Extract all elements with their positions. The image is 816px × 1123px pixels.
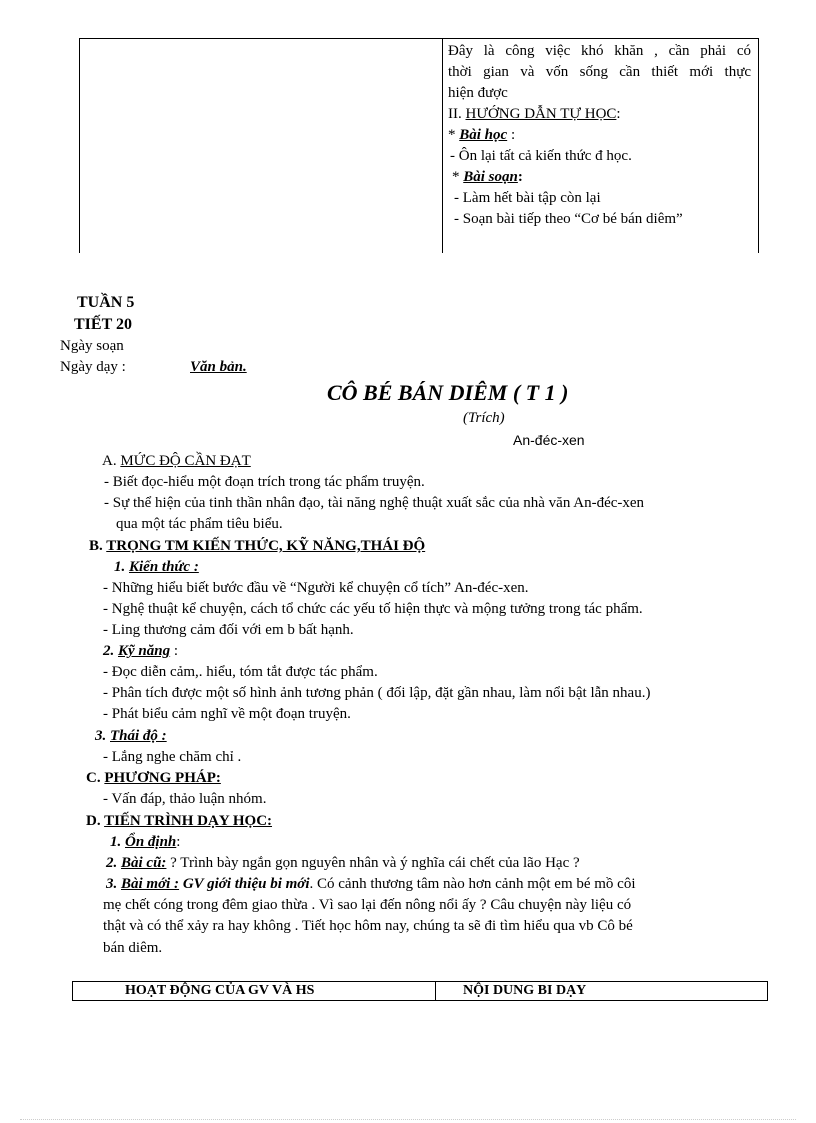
on-dinh-heading: 1. Ổn định: [110, 834, 181, 850]
bai-moi-line-4: bán diêm. [103, 940, 163, 956]
page-title: CÔ BÉ BÁN DIÊM ( T 1 ) [327, 380, 569, 405]
subtitle: (Trích) [463, 410, 505, 426]
bai-soan-item-1: - Làm hết bài tập còn lại [454, 190, 601, 206]
ky-nang-heading: 2. Kỹ năng : [103, 643, 179, 659]
section-a-line-3: qua một tác phẩm tiêu biểu. [116, 516, 283, 532]
section-a-line-1: - Biết đọc-hiểu một đoạn trích trong tác phẩm truyện. [104, 474, 425, 490]
top-table [79, 38, 759, 253]
ky-nang-line-2: - Phân tích được một số hình ảnh tương phản ( đối lập, đặt gần nhau, làm nổi bật lẫn nhau.) [103, 685, 651, 701]
bai-moi-line-3: thật và có thể xảy ra hay không . Tiết học hôm nay, chúng ta sẽ đi tìm hiểu qua vb Cô bé [103, 918, 633, 934]
bai-hoc-item: - Ôn lại tất cả kiến thức đ học. [450, 148, 632, 164]
kien-thuc-heading: 1. Kiến thức : [114, 559, 199, 575]
prep-date-label: Ngày soạn [60, 338, 124, 354]
thai-do-line-1: - Lắng nghe chăm chỉ . [103, 749, 242, 765]
week-label: TUẦN 5 [77, 294, 135, 311]
kien-thuc-line-3: - Ling thương cảm đối với em b bất hạnh. [103, 622, 354, 638]
thai-do-heading: 3. Thái độ : [95, 728, 167, 744]
bai-hoc-label: Bài học [459, 127, 508, 143]
bai-soan-heading: * Bài soạn: [452, 169, 523, 185]
table-divider [442, 39, 443, 253]
activity-col-header: HOẠT ĐỘNG CỦA GV VÀ HS [125, 983, 315, 998]
activity-table-divider [435, 982, 436, 1000]
section-d-heading: D. TIẾN TRÌNH DẠY HỌC: [86, 813, 273, 829]
bai-soan-label: Bài soạn [463, 169, 518, 185]
section-c-heading: C. PHƯƠNG PHÁP: [86, 770, 221, 786]
activity-table-header [72, 981, 768, 1001]
self-study-heading-text: HƯỚNG DẪN TỰ HỌC [465, 106, 617, 122]
bai-hoc-heading: * Bài học : [448, 127, 516, 143]
self-study-heading: II. HƯỚNG DẪN TỰ HỌC: [448, 106, 621, 122]
lesson-label: TIẾT 20 [74, 316, 132, 333]
kien-thuc-line-2: - Nghệ thuật kể chuyện, cách tổ chức các yếu tố hiện thực và mộng tưởng trong tác phẩm. [103, 601, 643, 617]
section-c-line-1: - Vấn đáp, thảo luận nhóm. [103, 791, 267, 807]
bai-soan-item-2: - Soạn bài tiếp theo “Cơ bé bán diêm” [454, 211, 683, 227]
ky-nang-line-1: - Đọc diễn cảm,. hiểu, tóm tắt được tác phẩm. [103, 664, 378, 680]
section-a-heading: A. MỨC ĐỘ CẦN ĐẠT [102, 453, 251, 469]
text-type-label: Văn bản. [190, 359, 247, 375]
ky-nang-line-3: - Phát biểu cảm nghĩ về một đoạn truyện. [103, 706, 351, 722]
cell-line-2: thời gian và vốn sống cần thiết mới thực [448, 64, 751, 80]
teach-date-label: Ngày dạy : [60, 359, 126, 375]
content-col-header: NỘI DUNG BI DẠY [463, 983, 587, 998]
kien-thuc-line-1: - Những hiểu biết bước đầu về “Người kể chuyện cổ tích” An-đéc-xen. [103, 580, 529, 596]
bai-cu-line: 2. Bài cũ: ? Trình bày ngắn gọn nguyên nhân và ý nghĩa cái chết của lão Hạc ? [106, 855, 580, 871]
cell-line-1: Đây là công việc khó khăn , cần phải có [448, 43, 751, 59]
bai-moi-line: 3. Bài mới : GV giới thiệu bi mới. Có cảnh thương tâm nào hơn cảnh một em bé mồ côi [106, 876, 636, 892]
cell-line-3: hiện được [448, 85, 508, 101]
section-b-heading: B. TRỌNG TM KIẾN THỨC, KỸ NĂNG,THÁI ĐỘ [89, 538, 426, 554]
bai-moi-line-2: mẹ chết cóng trong đêm giao thừa . Vì sao lại đến nông nổi ấy ? Câu chuyện này liệu có [103, 897, 632, 913]
table-right-cell [448, 41, 751, 230]
page-separator [20, 1119, 796, 1120]
section-a-line-2: - Sự thể hiện của tinh thần nhân đạo, tài năng nghệ thuật xuất sắc của nhà văn An-đéc-xen [104, 495, 645, 511]
author: An-đéc-xen [513, 432, 585, 448]
